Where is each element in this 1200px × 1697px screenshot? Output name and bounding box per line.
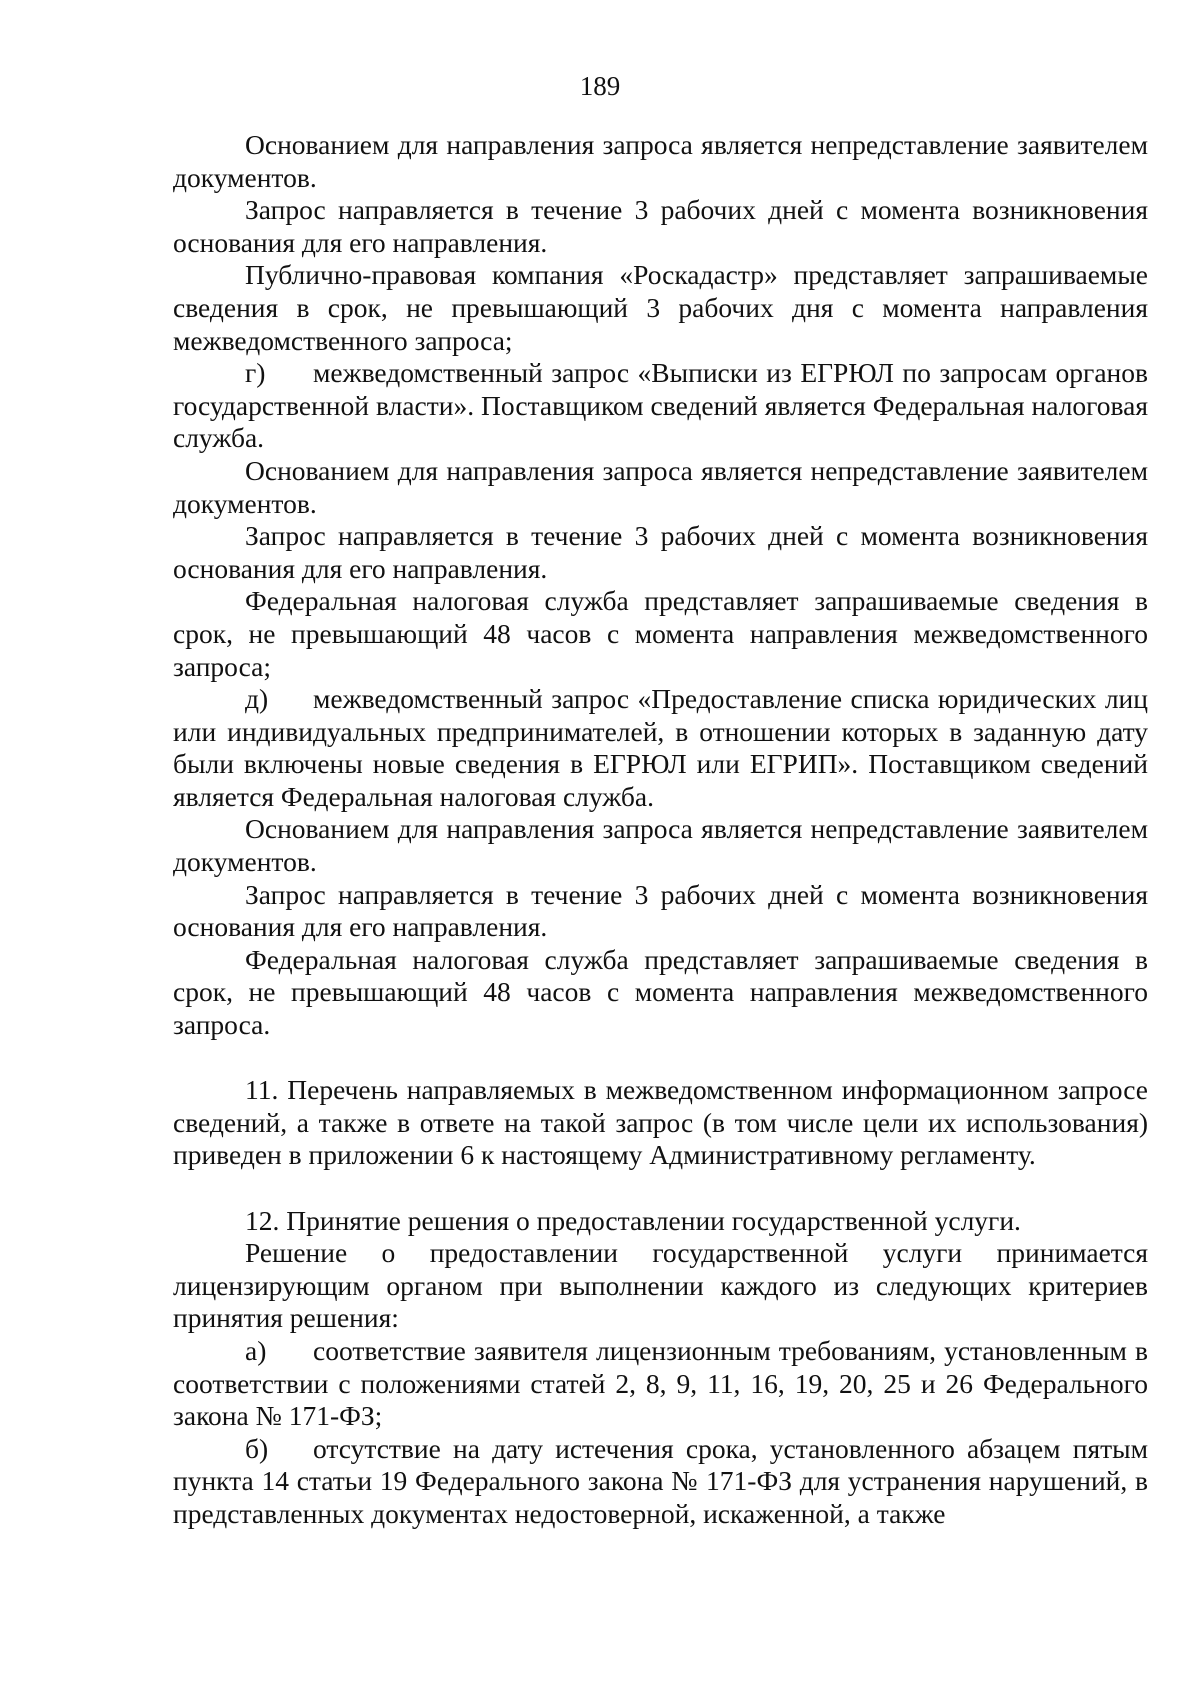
section-11-paragraph: 11. Перечень направляемых в межведомственном информационном запросе сведений, а также в ответе на такой запрос (в том числе цели их использования) приведен в приложении 6 к настоящему Административному регламенту.: [173, 1074, 1148, 1171]
paragraph: Публично-правовая компания «Роскадастр» представляет запрашиваемые сведения в срок, не превышающий 3 рабочих дня с момента направления межведомственного запроса;: [173, 259, 1148, 356]
paragraph-spacer: [173, 1172, 1148, 1205]
paragraph: Запрос направляется в течение 3 рабочих дней с момента возникновения основания для его направления.: [173, 878, 1148, 943]
list-item-label: д): [245, 683, 269, 715]
paragraph: Федеральная налоговая служба представляет запрашиваемые сведения в срок, не превышающий 48 часов с момента направления межведомственного запроса;: [173, 585, 1148, 682]
paragraph: Федеральная налоговая служба представляет запрашиваемые сведения в срок, не превышающий 48 часов с момента направления межведомственного запроса.: [173, 943, 1148, 1041]
list-item-text: соответствие заявителя лицензионным требованиям, установленным в соответствии с положениями статей 2, 8, 9, 11, 16, 19, 20, 25 и 26 Федерального закона № 171-ФЗ;: [173, 1334, 1148, 1432]
list-item-label: а): [245, 1334, 267, 1366]
paragraph: Запрос направляется в течение 3 рабочих дней с момента возникновения основания для его направления.: [173, 520, 1148, 584]
list-item-label: б): [245, 1432, 269, 1464]
document-body: [173, 129, 1148, 1531]
list-item-b: [173, 1433, 1148, 1531]
section-12-heading: 12. Принятие решения о предоставлении государственной услуги.: [245, 1204, 1021, 1236]
list-item-label: г): [245, 357, 266, 389]
paragraph: Запрос направляется в течение 3 рабочих дней с момента возникновения основания для его направления.: [173, 194, 1148, 258]
paragraph: Основанием для направления запроса является непредставление заявителем документов.: [173, 129, 1148, 193]
paragraph-spacer: [173, 1042, 1148, 1075]
list-item-text: межведомственный запрос «Предоставление списка юридических лиц или индивидуальных предпринимателей, в отношении которых в заданную дату были включены новые сведения в ЕГРЮЛ или ЕГРИП». Поставщиком сведений является Федеральная налоговая служба.: [173, 683, 1148, 812]
paragraph: Основанием для направления запроса является непредставление заявителем документов.: [173, 813, 1148, 878]
list-item-text: межведомственный запрос «Выписки из ЕГРЮЛ по запросам органов государственной власти». Поставщиком сведений является Федеральная налоговая служба.: [173, 357, 1148, 454]
list-item-d: [173, 683, 1148, 813]
paragraph: Основанием для направления запроса является непредставление заявителем документов.: [173, 454, 1148, 519]
page-number: 189: [579, 71, 621, 101]
paragraph: Решение о предоставлении государственной услуги принимается лицензирующим органом при выполнении каждого из следующих критериев принятия решения:: [173, 1237, 1148, 1334]
list-item-g: [173, 357, 1148, 455]
list-item-a: [173, 1335, 1148, 1433]
list-item-text: отсутствие на дату истечения срока, установленного абзацем пятым пункта 14 статьи 19 Федерального закона № 171-ФЗ для устранения нарушений, в представленных документах недостоверной, искаженной, а также: [173, 1432, 1148, 1529]
